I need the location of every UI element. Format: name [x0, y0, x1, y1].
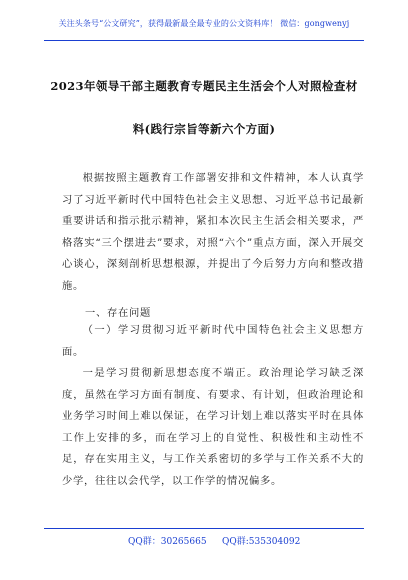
footer-divider — [44, 528, 364, 529]
document-title-line-1: 2023年领导干部主题教育专题民主生活会个人对照检查材 — [50, 79, 358, 93]
section-heading-1: 一、存在问题 — [85, 307, 151, 319]
document-title-line-2: 料(践行宗旨等新六个方面) — [132, 122, 276, 136]
footer-qq-group-1: QQ群：30265665 — [128, 537, 207, 547]
page-header-banner: 关注头条号“公文研究”，获得最新最全最专业的公文资料库！ 微信：gongwenyj — [58, 19, 350, 28]
intro-paragraph: 根据按照主题教育工作部署安排和文件精神，本人认真学习了习近平新时代中国特色社会主义思想、习近平总书记最新重要讲话和指示批示精神，紧扣本次民主生活会相关要求，严格落实“三个摆进去”要求，对照“六个”重点方面，深入开展交心谈心，深刻剖析思想根源，并提出了今后努力方向和整改措施。 — [62, 172, 364, 292]
body-paragraph-point-1: 一是学习贯彻新思想态度不端正。政治理论学习缺乏深度，虽然在学习方面有制度、有要求、有计划，但政治理论和业务学习时间上难以保证，在学习计划上难以落实平时在具体工作上安排的多，而在学习上的自觉性、积极性和主动性不足，存在实用主义，与工作关系密切的多学与工作关系不大的少学，往往以会代学，以工作学的情况偏多。 — [62, 367, 364, 487]
header-divider — [44, 40, 364, 41]
footer-qq-group-2: QQ群:535304092 — [222, 537, 301, 547]
subsection-heading-1: （一）学习贯彻习近平新时代中国特色社会主义思想方面。 — [62, 324, 364, 358]
